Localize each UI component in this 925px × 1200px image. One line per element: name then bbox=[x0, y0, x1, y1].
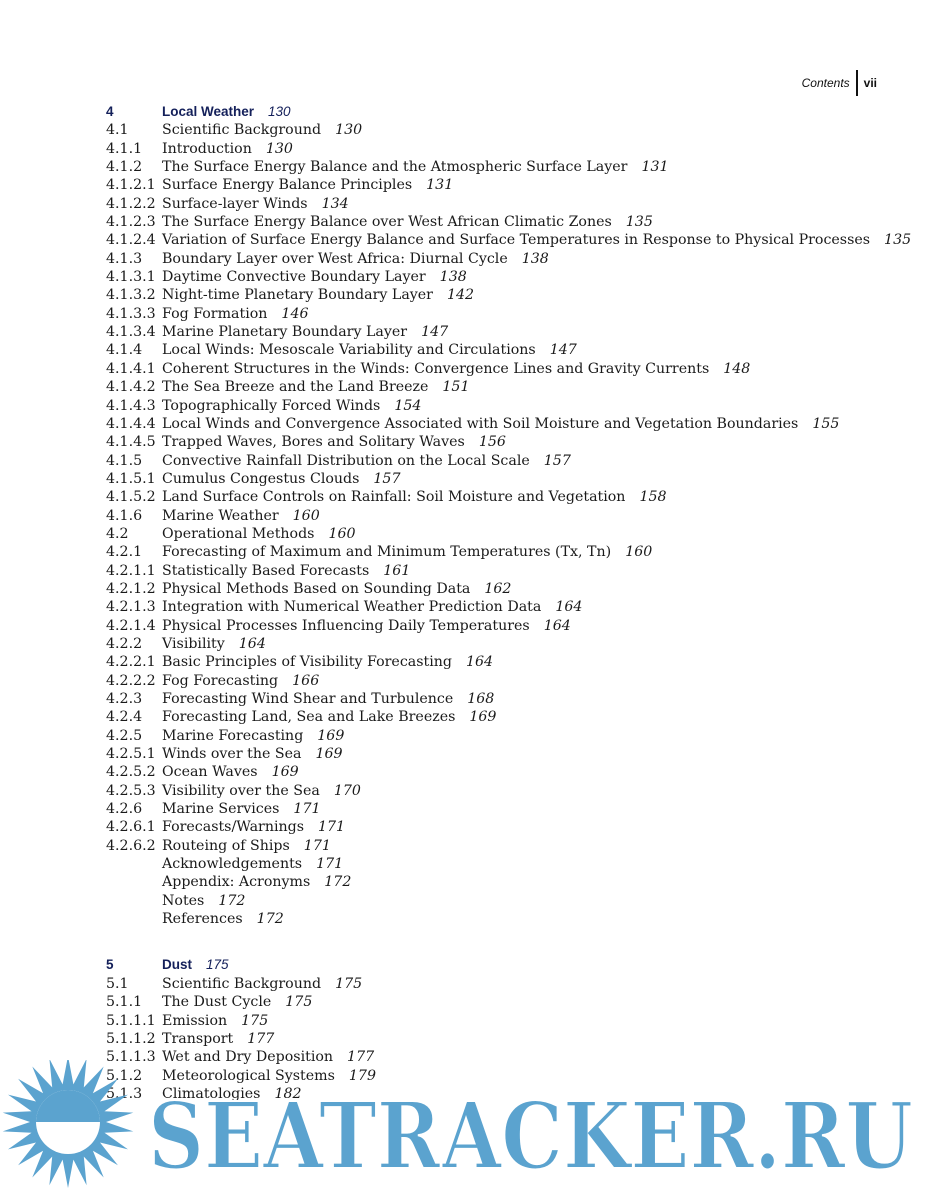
entry-title: Boundary Layer over West Africa: Diurnal Cycle bbox=[162, 250, 508, 267]
entry-number: 4.2.6.1 bbox=[106, 819, 156, 836]
entry-number bbox=[106, 892, 162, 910]
entry-page: 175 bbox=[335, 975, 363, 992]
entry-title: Local Winds: Mesoscale Variability and Circulations bbox=[162, 342, 536, 359]
entry-number: 5.1.2 bbox=[106, 1067, 143, 1084]
entry-number: 5.1.3 bbox=[106, 1085, 143, 1102]
entry-page: 171 bbox=[293, 801, 321, 818]
entry-number: 5.1.1 bbox=[106, 994, 143, 1011]
toc-entry bbox=[106, 598, 886, 616]
entry-title: The Sea Breeze and the Land Breeze bbox=[162, 379, 429, 396]
entry-title: Forecasts/Warnings bbox=[162, 819, 304, 836]
toc-entry bbox=[106, 782, 886, 800]
entry-number: 4.2.2 bbox=[106, 635, 143, 652]
entry-page: 156 bbox=[478, 434, 506, 451]
entry-number: 4.2.6 bbox=[106, 801, 143, 818]
toc-entry bbox=[106, 231, 912, 249]
entry-title: Marine Weather bbox=[162, 507, 279, 524]
entry-page: 169 bbox=[317, 727, 345, 744]
entry-title: Night-time Planetary Boundary Layer bbox=[162, 287, 433, 304]
entry-page: 170 bbox=[333, 782, 361, 799]
toc-entry bbox=[106, 910, 886, 928]
entry-number: 4.2.5 bbox=[106, 727, 143, 744]
running-header bbox=[802, 70, 877, 96]
entry-page: 175 bbox=[241, 1012, 269, 1029]
entry-title: Visibility bbox=[162, 635, 225, 652]
entry-title: Winds over the Sea bbox=[162, 746, 302, 763]
entry-number: 5.1 bbox=[106, 975, 129, 992]
entry-title: Visibility over the Sea bbox=[162, 782, 320, 799]
toc-entry bbox=[106, 378, 886, 396]
toc-entry bbox=[106, 763, 886, 781]
entry-title: Fog Forecasting bbox=[162, 672, 279, 689]
entry-number: 4.1.4.4 bbox=[106, 415, 156, 432]
entry-title: Surface-layer Winds bbox=[162, 195, 308, 212]
chapter-block bbox=[106, 103, 912, 928]
toc-entry bbox=[106, 690, 886, 708]
entry-number: 4.1.2 bbox=[106, 159, 143, 176]
toc-entry bbox=[106, 323, 886, 341]
entry-page: 135 bbox=[625, 214, 653, 231]
entry-page: 142 bbox=[446, 287, 475, 304]
entry-number: 4.2.1.3 bbox=[106, 599, 156, 616]
entry-title: Variation of Surface Energy Balance and Surface Temperatures in Response to Physical Processes bbox=[162, 232, 871, 249]
entry-title: The Dust Cycle bbox=[162, 994, 272, 1011]
entry-number bbox=[106, 855, 162, 873]
entry-page: 172 bbox=[218, 892, 246, 909]
entry-title: Marine Services bbox=[162, 801, 280, 818]
entry-page: 131 bbox=[641, 159, 669, 176]
toc-entry bbox=[106, 213, 886, 231]
entry-title: Coherent Structures in the Winds: Convergence Lines and Gravity Currents bbox=[162, 360, 710, 377]
entry-number: 4.2.5.1 bbox=[106, 746, 156, 763]
entry-title: Cumulus Congestus Clouds bbox=[162, 470, 360, 487]
toc-entry bbox=[106, 415, 886, 433]
entry-title: Land Surface Controls on Rainfall: Soil Moisture and Vegetation bbox=[162, 489, 626, 506]
entry-page: 171 bbox=[303, 837, 331, 854]
entry-title: Marine Forecasting bbox=[162, 727, 304, 744]
entry-number: 4.1.2.1 bbox=[106, 177, 156, 194]
entry-number: 4.1.4.3 bbox=[106, 397, 156, 414]
sun-logo-icon bbox=[3, 1060, 134, 1188]
entry-page: 182 bbox=[274, 1085, 302, 1102]
entry-page: 177 bbox=[347, 1049, 375, 1066]
chapter-title: Dust bbox=[162, 957, 192, 973]
toc-entry bbox=[106, 452, 886, 470]
watermark bbox=[0, 1060, 925, 1200]
watermark-text: SEATRACKER.RU bbox=[148, 1082, 913, 1190]
entry-number: 4.1.3.1 bbox=[106, 269, 156, 286]
entry-title: Ocean Waves bbox=[162, 764, 258, 781]
entry-page: 138 bbox=[439, 269, 467, 286]
entry-title: Local Winds and Convergence Associated with Soil Moisture and Vegetation Boundaries bbox=[162, 415, 799, 432]
entry-page: 179 bbox=[348, 1067, 376, 1084]
chapter-title: Local Weather bbox=[162, 104, 255, 119]
entry-number: 4.1.5.2 bbox=[106, 489, 156, 506]
entry-number: 4.2.6.2 bbox=[106, 837, 156, 854]
entry-title: Integration with Numerical Weather Prediction Data bbox=[162, 599, 542, 616]
entry-page: 151 bbox=[442, 379, 470, 396]
entry-page: 164 bbox=[465, 654, 494, 671]
entry-title: Statistically Based Forecasts bbox=[162, 562, 370, 579]
entry-title: Climatologies bbox=[162, 1085, 261, 1102]
entry-page: 172 bbox=[256, 911, 284, 928]
toc-entry bbox=[106, 892, 886, 910]
toc-entry bbox=[106, 727, 886, 745]
toc-entry bbox=[106, 1030, 886, 1048]
entry-number: 4.1.1 bbox=[106, 140, 143, 157]
entry-page: 154 bbox=[394, 397, 422, 414]
toc-entry bbox=[106, 1012, 886, 1030]
entry-page: 166 bbox=[292, 672, 320, 689]
toc-entry bbox=[106, 305, 886, 323]
entry-page: 172 bbox=[324, 874, 352, 891]
chapter-heading bbox=[106, 103, 886, 121]
entry-number: 4.1.3.4 bbox=[106, 324, 156, 341]
toc-entry bbox=[106, 140, 886, 158]
entry-page: 160 bbox=[625, 544, 653, 561]
toc-entry bbox=[106, 470, 886, 488]
entry-title: Forecasting Wind Shear and Turbulence bbox=[162, 691, 454, 707]
entry-number: 4.1.2.3 bbox=[106, 214, 156, 231]
entry-title: Introduction bbox=[162, 140, 252, 157]
toc-entry bbox=[106, 176, 886, 194]
entry-page: 135 bbox=[884, 232, 912, 249]
entry-number: 4.2.5.3 bbox=[106, 782, 156, 799]
entry-number: 4.2 bbox=[106, 525, 129, 542]
entry-page: 138 bbox=[521, 250, 549, 267]
page-number: vii bbox=[863, 76, 877, 90]
entry-page: 161 bbox=[383, 562, 411, 579]
chapter-page: 175 bbox=[206, 957, 229, 973]
entry-title: Operational Methods bbox=[162, 525, 315, 542]
toc-entry bbox=[106, 360, 886, 378]
entry-number: 4.1.2.2 bbox=[106, 195, 156, 212]
entry-page: 164 bbox=[543, 617, 571, 634]
entry-page: 168 bbox=[467, 691, 495, 707]
chapter-heading bbox=[106, 956, 886, 974]
entry-title: Routeing of Ships bbox=[162, 837, 290, 854]
toc-entry bbox=[106, 635, 886, 653]
entry-title: Notes bbox=[162, 892, 205, 909]
toc-entry bbox=[106, 195, 886, 213]
entry-number: 4.1.4.2 bbox=[106, 379, 156, 396]
entry-page: 130 bbox=[335, 122, 363, 139]
toc-entry bbox=[106, 617, 886, 635]
entry-page: 162 bbox=[484, 580, 512, 597]
entry-page: 147 bbox=[549, 342, 577, 359]
entry-page: 164 bbox=[555, 599, 583, 616]
entry-page: 164 bbox=[238, 635, 266, 652]
toc-entry bbox=[106, 286, 886, 304]
entry-title: Acknowledgements bbox=[162, 856, 303, 873]
chapter-page: 130 bbox=[268, 104, 291, 119]
toc-entry bbox=[106, 341, 886, 359]
header-divider bbox=[856, 70, 858, 96]
entry-title: Appendix: Acronyms bbox=[162, 874, 311, 891]
toc-entry bbox=[106, 837, 886, 855]
entry-page: 148 bbox=[723, 360, 751, 377]
entry-page: 157 bbox=[373, 470, 401, 487]
chapter-number: 5 bbox=[106, 957, 114, 973]
entry-page: 169 bbox=[271, 764, 299, 781]
entry-page: 177 bbox=[247, 1030, 275, 1047]
entry-title: Wet and Dry Deposition bbox=[162, 1049, 334, 1066]
entry-number: 4.1.5.1 bbox=[106, 470, 156, 487]
entry-number: 4.1.3.3 bbox=[106, 305, 156, 322]
entry-number: 4.1.4 bbox=[106, 342, 143, 359]
toc-entry bbox=[106, 800, 886, 818]
entry-title: Scientific Background bbox=[162, 975, 322, 992]
entry-page: 171 bbox=[316, 856, 344, 873]
entry-number: 4.1.3 bbox=[106, 250, 143, 267]
entry-number: 4.1.3.2 bbox=[106, 287, 156, 304]
entry-number: 4.2.1.2 bbox=[106, 580, 156, 597]
toc-entry bbox=[106, 975, 886, 993]
entry-number: 5.1.1.2 bbox=[106, 1030, 156, 1047]
toc-entry bbox=[106, 397, 886, 415]
entry-page: 155 bbox=[812, 415, 840, 432]
toc-entry bbox=[106, 653, 886, 671]
entry-page: 146 bbox=[281, 305, 309, 322]
toc-entry bbox=[106, 580, 886, 598]
entry-number: 4.1.5 bbox=[106, 452, 143, 469]
chapter-number: 4 bbox=[106, 104, 114, 119]
entry-number: 4.2.1.4 bbox=[106, 617, 156, 634]
entry-page: 171 bbox=[318, 819, 346, 836]
entry-number: 4.2.2.2 bbox=[106, 672, 156, 689]
toc-entry bbox=[106, 818, 886, 836]
entry-number: 4.1.2.4 bbox=[106, 232, 156, 249]
entry-number: 4.2.5.2 bbox=[106, 764, 156, 781]
entry-page: 147 bbox=[421, 324, 449, 341]
entry-title: Emission bbox=[162, 1012, 228, 1029]
entry-title: Trapped Waves, Bores and Solitary Waves bbox=[162, 434, 465, 451]
entry-page: 169 bbox=[315, 746, 343, 763]
toc-entry bbox=[106, 543, 886, 561]
entry-title: Basic Principles of Visibility Forecasting bbox=[162, 654, 452, 671]
entry-number bbox=[106, 910, 162, 928]
entry-title: Physical Processes Influencing Daily Temperatures bbox=[162, 617, 530, 634]
entry-number: 4.2.2.1 bbox=[106, 654, 156, 671]
entry-title: Forecasting of Maximum and Minimum Temperatures (Tx, Tn) bbox=[162, 544, 612, 561]
entry-page: 134 bbox=[321, 195, 349, 212]
entry-title: The Surface Energy Balance and the Atmospheric Surface Layer bbox=[162, 159, 628, 176]
entry-number bbox=[106, 873, 162, 891]
entry-page: 157 bbox=[543, 452, 571, 469]
entry-title: Surface Energy Balance Principles bbox=[162, 177, 413, 194]
toc-entry bbox=[106, 708, 886, 726]
entry-title: The Surface Energy Balance over West African Climatic Zones bbox=[162, 214, 612, 231]
entry-title: Topographically Forced Winds bbox=[162, 397, 381, 414]
toc-entry bbox=[106, 507, 886, 525]
entry-page: 131 bbox=[426, 177, 454, 194]
entry-page: 160 bbox=[292, 507, 320, 524]
toc-entry bbox=[106, 250, 886, 268]
toc-entry bbox=[106, 745, 886, 763]
entry-title: Daytime Convective Boundary Layer bbox=[162, 269, 426, 286]
header-label: Contents bbox=[801, 76, 850, 90]
entry-title: Transport bbox=[162, 1030, 234, 1047]
toc-entry bbox=[106, 855, 886, 873]
entry-page: 130 bbox=[265, 140, 293, 157]
toc-entry bbox=[106, 525, 886, 543]
entry-number: 5.1.1.3 bbox=[106, 1049, 156, 1066]
toc-entry bbox=[106, 121, 886, 139]
entry-number: 4.1.4.1 bbox=[106, 360, 156, 377]
entry-number: 4.2.1 bbox=[106, 544, 143, 561]
entry-title: References bbox=[162, 911, 243, 928]
entry-title: Forecasting Land, Sea and Lake Breezes bbox=[162, 709, 456, 726]
table-of-contents bbox=[106, 103, 912, 1131]
entry-title: Convective Rainfall Distribution on the Local Scale bbox=[162, 452, 530, 469]
toc-entry bbox=[106, 993, 886, 1011]
entry-number: 4.2.3 bbox=[106, 691, 143, 707]
entry-number: 5.1.1.1 bbox=[106, 1012, 156, 1029]
toc-entry bbox=[106, 562, 886, 580]
entry-number: 4.1.4.5 bbox=[106, 434, 156, 451]
toc-entry bbox=[106, 268, 886, 286]
entry-number: 4.2.1.1 bbox=[106, 562, 156, 579]
entry-page: 169 bbox=[469, 709, 497, 726]
entry-page: 158 bbox=[639, 489, 667, 506]
toc-entry bbox=[106, 488, 886, 506]
toc-entry bbox=[106, 873, 886, 891]
toc-entry bbox=[106, 158, 886, 176]
entry-title: Marine Planetary Boundary Layer bbox=[162, 324, 408, 341]
entry-title: Scientific Background bbox=[162, 122, 322, 139]
toc-entry bbox=[106, 672, 886, 690]
entry-number: 4.1.6 bbox=[106, 507, 143, 524]
entry-title: Fog Formation bbox=[162, 305, 268, 322]
entry-page: 175 bbox=[285, 994, 313, 1011]
entry-number: 4.2.4 bbox=[106, 709, 143, 726]
entry-page: 160 bbox=[328, 525, 356, 542]
entry-title: Meteorological Systems bbox=[162, 1067, 335, 1084]
entry-number: 4.1 bbox=[106, 122, 129, 139]
entry-title: Physical Methods Based on Sounding Data bbox=[162, 580, 471, 597]
toc-entry bbox=[106, 433, 886, 451]
